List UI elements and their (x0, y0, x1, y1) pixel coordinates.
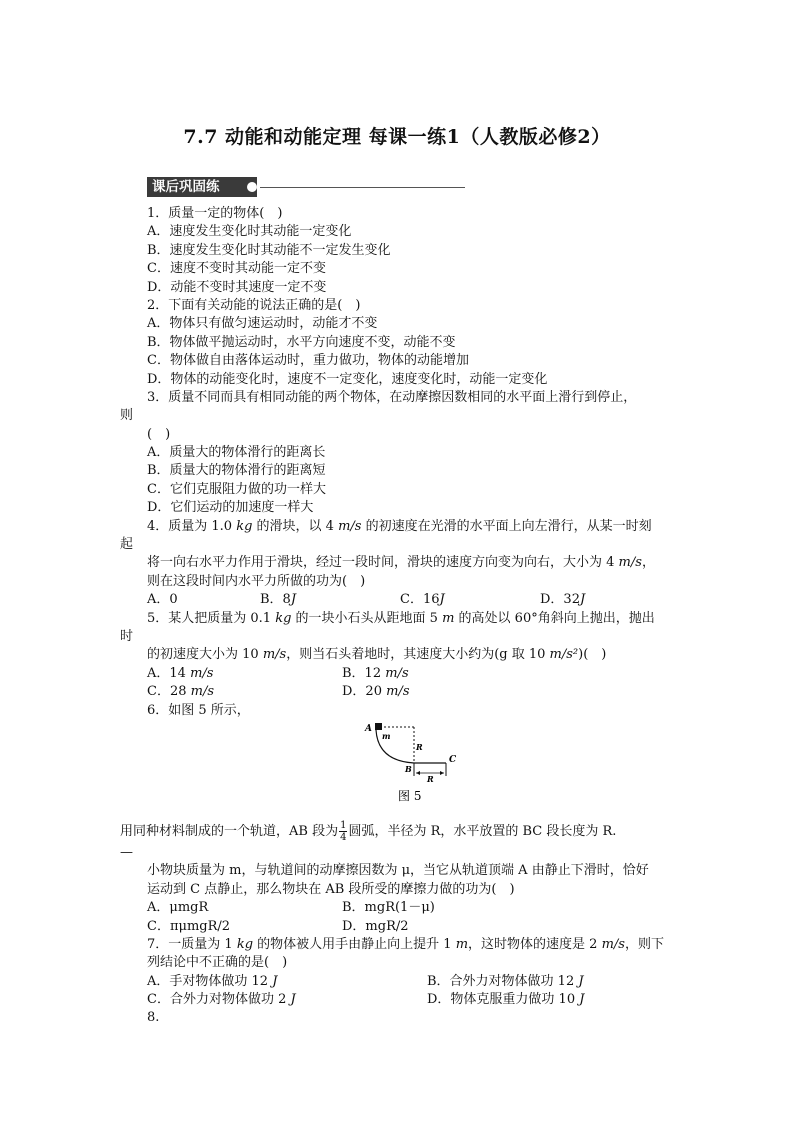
q5-stem-line1 (120, 610, 676, 628)
unit: m/s (190, 684, 215, 700)
text: C．28 (147, 684, 191, 700)
text: 用同种材料制成的一个轨道，AB 段为 (120, 823, 339, 839)
text: 7．一质量为 1 (147, 936, 237, 952)
label-b: B (405, 763, 412, 774)
unit: kg (236, 936, 254, 952)
text: 的物体被人用手由静止向上提升 1 (253, 936, 456, 952)
unit: m/s (601, 936, 625, 952)
q6-stem-line1 (120, 820, 676, 844)
unit: m/s (618, 555, 642, 571)
q4-option-d (540, 591, 585, 609)
unit: m/s² (549, 647, 579, 663)
q2-option-a: A．物体只有做匀速运动时，动能才不变 (147, 316, 378, 332)
q5-options-row1 (120, 665, 676, 683)
label-c: C (449, 754, 457, 765)
unit: m/s (262, 647, 287, 663)
label-m: m (382, 730, 391, 741)
q4-option-a: A．0 (147, 592, 178, 608)
q2-option-d: D．物体的动能变化时，速度不一定变化，速度变化时，动能一定变化 (147, 371, 548, 387)
unit: J (579, 992, 585, 1008)
unit: m/s (338, 518, 362, 534)
text: C．合外力对物体做功 2 (147, 992, 291, 1008)
q8-stem: 8. (147, 1010, 160, 1026)
fraction-numerator: 1 (340, 819, 347, 831)
unit: J (578, 973, 584, 989)
q7-option-c (147, 991, 427, 1009)
text: ， (641, 555, 655, 571)
q2-stem: 2．下面有关动能的说法正确的是( ) (147, 297, 361, 313)
q5-option-d (342, 683, 410, 701)
text: 的初速度在光滑的水平面上向左滑行，从某一时刻 (361, 518, 652, 534)
q7-options-row1 (120, 973, 676, 991)
q2-option-c: C．物体做自由落体运动时，重力做功，物体的动能增加 (147, 353, 469, 369)
q6-stem-line2: — (120, 844, 133, 860)
text: ，则当石头着地时，其速度大小约为(g 取 10 (286, 647, 550, 663)
q6-option-c: C．πμmgR/2 (147, 918, 231, 934)
q6-options-row1 (120, 899, 676, 917)
q5-option-c (147, 683, 342, 701)
q5-stem-line2: 时 (120, 628, 134, 644)
q6-option-d: D．mgR/2 (342, 918, 409, 934)
q3-stem-line2: 则 (120, 408, 134, 424)
q3-option-a: A．质量大的物体滑行的距离长 (147, 445, 326, 461)
text: ，这时物体的速度是 2 (468, 936, 602, 952)
q1-option-c: C．速度不变时其动能一定不变 (147, 261, 326, 277)
unit: kg (236, 518, 253, 534)
unit: m/s (385, 665, 409, 681)
r-arrow-left-icon (416, 771, 420, 775)
q5-stem-line3 (120, 646, 676, 664)
q4-options (120, 591, 676, 609)
q6-option-b: B．mgR(1－μ) (342, 900, 435, 916)
section-badge (147, 177, 257, 197)
q3-option-b: B．质量大的物体滑行的距离短 (147, 463, 326, 479)
q3-stem-line1: 3．质量不同而具有相同动能的两个物体，在动摩擦因数相同的水平面上滑行到停止， (147, 389, 637, 405)
q3-option-c: C．它们克服阻力做的功一样大 (147, 481, 326, 497)
r-arrow-right-icon (440, 771, 444, 775)
section-dot-icon (247, 182, 257, 192)
q1-option-a: A．速度发生变化时其动能一定变化 (147, 224, 352, 240)
section-header (147, 175, 467, 197)
unit: m (442, 610, 455, 626)
text: 的滑块，以 4 (252, 518, 339, 534)
unit: m/s (386, 684, 410, 700)
block-m (375, 723, 382, 730)
text: B．8 (260, 592, 291, 608)
q1-option-d: D．动能不变时其速度一定不变 (147, 279, 327, 295)
unit: J (439, 592, 445, 608)
q3-option-d: D．它们运动的加速度一样大 (147, 500, 314, 516)
unit: J (290, 592, 297, 608)
text: ，则下 (624, 936, 664, 952)
section-label: 课后巩固练 (152, 179, 220, 195)
q4-option-c (400, 591, 540, 609)
text: C．16 (400, 592, 440, 608)
q4-stem-line2: 起 (120, 537, 134, 553)
q7-option-d (427, 991, 584, 1009)
text: D．物体克服重力做功 10 (427, 992, 580, 1008)
text: 将一向右水平力作用于滑块，经过一段时间，滑块的速度方向变为向右，大小为 4 (147, 555, 619, 571)
unit: J (579, 592, 586, 608)
text: D．32 (540, 592, 580, 608)
q2-option-b: B．物体做平抛运动时，水平方向速度不变，动能不变 (147, 334, 456, 350)
text: 的一块小石头从距地面 5 (291, 610, 443, 626)
q7-options-row2 (120, 991, 676, 1009)
q5-option-b (342, 665, 409, 683)
fraction-one-quarter (339, 820, 347, 843)
q7-stem-line2: 列结论中不正确的是( ) (147, 955, 288, 971)
unit: kg (275, 610, 292, 626)
q7-option-b (427, 973, 584, 991)
section-rule (260, 187, 465, 188)
text: 圆弧，半径为 R，水平放置的 BC 段长度为 R. (348, 823, 617, 839)
unit: J (272, 973, 278, 989)
text: B．合外力对物体做功 12 (427, 973, 579, 989)
text: )( ) (578, 647, 607, 663)
text: 的高处以 60°角斜向上抛出，抛出 (454, 610, 655, 626)
figure-caption: 图 5 (398, 788, 422, 803)
text: D．20 (342, 684, 387, 700)
q6-options-row2 (120, 918, 676, 936)
fraction-denominator: 4 (340, 831, 347, 843)
q4-stem-line3 (120, 554, 676, 572)
question-list (120, 205, 676, 1028)
text: B．12 (342, 665, 386, 681)
q7-option-a (147, 973, 427, 991)
text: 5．某人把质量为 0.1 (147, 610, 276, 626)
q6-stem: 6．如图 5 所示， (147, 702, 250, 718)
q1-stem: 1．质量一定的物体( ) (147, 206, 283, 221)
text: A．手对物体做功 12 (147, 973, 273, 989)
unit: J (290, 992, 296, 1008)
text: 的初速度大小为 10 (147, 647, 263, 663)
label-a: A (365, 723, 372, 734)
unit: m/s (190, 665, 214, 681)
q6-stem-line4: 运动到 C 点静止，那么物块在 AB 段所受的摩擦力做的功为( ) (147, 881, 515, 897)
q7-stem-line1 (120, 936, 676, 954)
track-diagram (120, 720, 676, 820)
unit: m (455, 936, 469, 952)
label-r-vertical: R (416, 741, 423, 752)
q6-stem-line3: 小物块质量为 m，与轨道间的动摩擦因数为 μ，当它从轨道顶端 A 由静止下滑时，恰好 (147, 863, 649, 879)
q1-option-b: B．速度发生变化时其动能不一定发生变化 (147, 242, 391, 258)
q4-stem-line4: 则在这段时间内水平力所做的功为( ) (147, 573, 366, 589)
q6-option-a: A．μmgR (147, 900, 209, 916)
q5-option-a (147, 665, 342, 683)
q4-stem-line1 (120, 518, 676, 536)
text: A．14 (147, 665, 191, 681)
q3-stem-line3: ( ) (147, 426, 171, 442)
label-r-horizontal: R (427, 773, 434, 784)
q4-option-b (260, 591, 400, 609)
q5-options-row2 (120, 683, 676, 701)
figure-5 (120, 720, 676, 820)
text: 4．质量为 1.0 (147, 518, 237, 534)
page-title: 7.7 动能和动能定理 每课一练1（人教版必修2） (183, 126, 611, 148)
